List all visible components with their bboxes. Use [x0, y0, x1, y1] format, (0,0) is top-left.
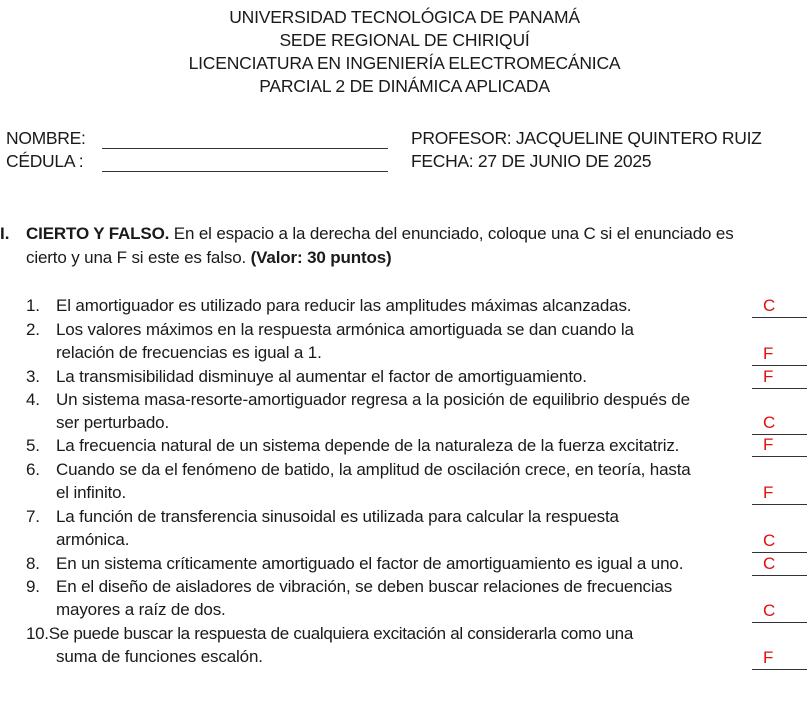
list-item-continuation: el infinito. — [56, 483, 127, 502]
nombre-blank[interactable] — [102, 148, 388, 149]
list-item: 8. En un sistema críticamente amortiguado el factor de amortiguamiento es igual a uno. — [26, 554, 684, 573]
list-item: 1. El amortiguador es utilizado para reducir las amplitudes máximas alcanzadas. — [26, 296, 632, 315]
answer-field[interactable]: F — [752, 366, 807, 389]
list-item-continuation: relación de frecuencias es igual a 1. — [56, 343, 322, 362]
list-item-continuation: suma de funciones escalón. — [56, 647, 263, 666]
answer-field[interactable]: F — [752, 434, 807, 457]
section-value: (Valor: 30 puntos) — [250, 248, 392, 267]
instructions-line-2: cierto y una F si este es falso. — [26, 248, 251, 267]
university-name: UNIVERSIDAD TECNOLÓGICA DE PANAMÁ — [229, 7, 580, 27]
list-item: 3. La transmisibilidad disminuye al aumentar el factor de amortiguamiento. — [26, 367, 587, 386]
answer-field[interactable]: F — [752, 343, 807, 366]
answer-field[interactable]: C — [752, 600, 807, 623]
list-item: 4. Un sistema masa-resorte-amortiguador regresa a la posición de equilibrio después de — [26, 390, 690, 409]
nombre-label: NOMBRE: — [6, 128, 86, 148]
cedula-label: CÉDULA : — [6, 151, 84, 171]
campus-name: SEDE REGIONAL DE CHIRIQUÍ — [279, 30, 530, 50]
fecha-text: FECHA: 27 DE JUNIO DE 2025 — [411, 151, 652, 171]
exam-title: PARCIAL 2 DE DINÁMICA APLICADA — [259, 76, 550, 96]
list-item-continuation: ser perturbado. — [56, 413, 170, 432]
answer-field[interactable]: C — [752, 530, 807, 553]
answer-field[interactable]: C — [752, 553, 807, 576]
document-header — [0, 6, 809, 98]
list-item-continuation: armónica. — [56, 530, 130, 549]
answer-field[interactable]: F — [752, 647, 807, 670]
section-number: I. — [0, 224, 10, 243]
list-item: 5. La frecuencia natural de un sistema depende de la naturaleza de la fuerza excitatriz. — [26, 436, 680, 455]
program-name: LICENCIATURA EN INGENIERÍA ELECTROMECÁNICA — [188, 53, 621, 73]
answer-field[interactable]: F — [752, 482, 807, 505]
profesor-text: PROFESOR: JACQUELINE QUINTERO RUIZ — [411, 128, 762, 148]
list-item: 10.Se puede buscar la respuesta de cualquiera excitación al considerarla como una — [26, 624, 633, 643]
section-title: CIERTO Y FALSO. — [26, 224, 170, 243]
list-item: 7. La función de transferencia sinusoidal es utilizada para calcular la respuesta — [26, 507, 619, 526]
list-item: 6. Cuando se da el fenómeno de batido, la amplitud de oscilación crece, en teoría, hasta — [26, 460, 691, 479]
answer-field[interactable]: C — [752, 295, 807, 318]
list-item-continuation: mayores a raíz de dos. — [56, 600, 226, 619]
answer-field[interactable]: C — [752, 412, 807, 435]
cedula-blank[interactable] — [102, 171, 388, 172]
list-item: 9. En el diseño de aisladores de vibración, se deben buscar relaciones de frecuencias — [26, 577, 673, 596]
instructions-line-1: En el espacio a la derecha del enunciado, coloque una C si el enunciado es — [169, 224, 734, 243]
list-item: 2. Los valores máximos en la respuesta armónica amortiguada se dan cuando la — [26, 320, 634, 339]
